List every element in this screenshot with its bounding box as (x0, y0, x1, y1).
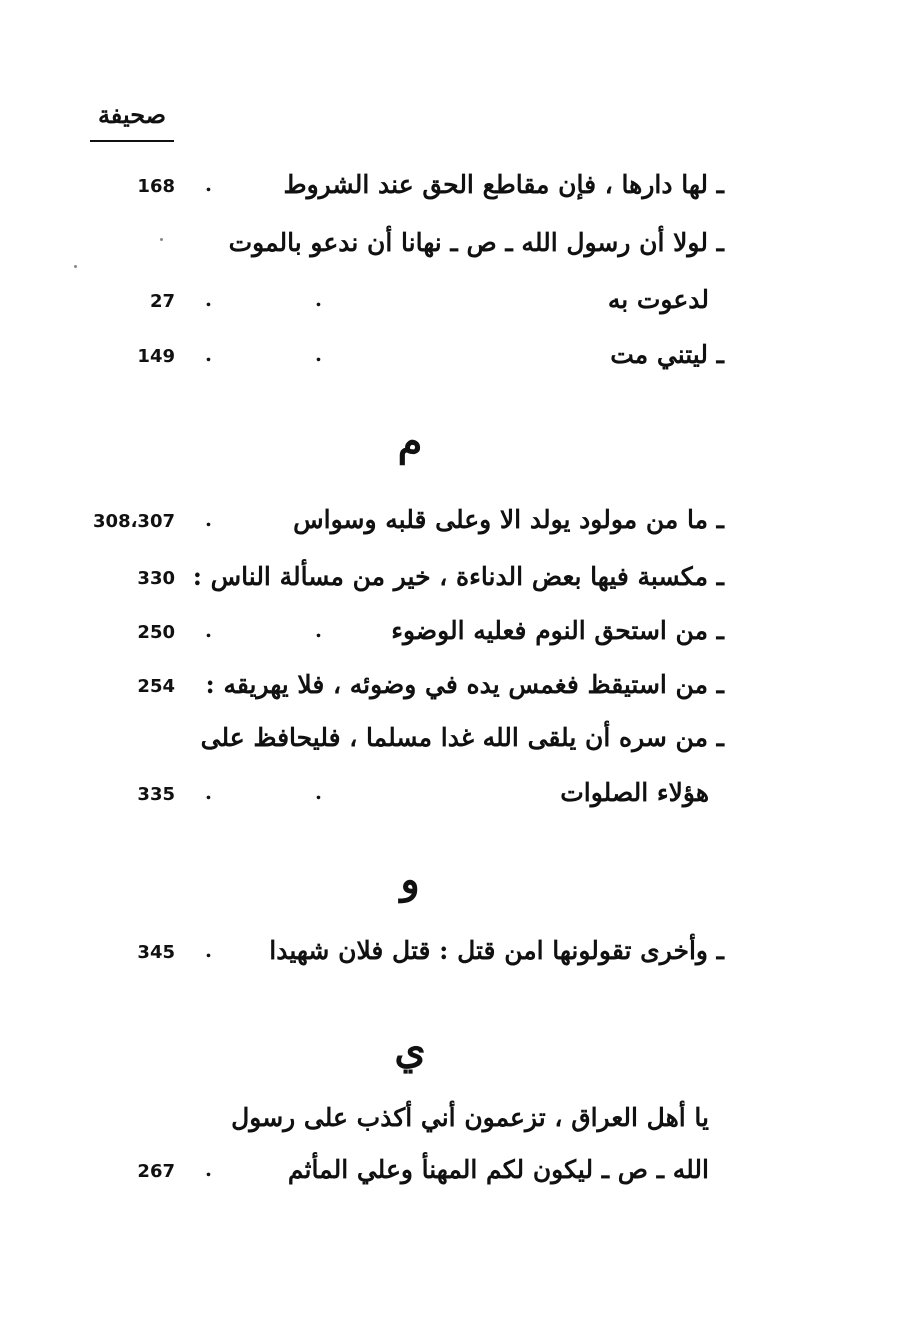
entry-text-continuation: لدعوت به (607, 285, 709, 314)
entry-text: ـ لها دارها ، فإن مقاطع الحق عند الشروط (283, 170, 724, 199)
leader-dot: . (315, 618, 322, 642)
entry-page-number: 335 (137, 784, 175, 805)
entry-text-continuation: الله ـ ص ـ ليكون لكم المهنأ وعلي المأثم (287, 1155, 709, 1184)
page-column-header: صحيفة (97, 100, 167, 129)
entry-text: ـ ليتني مت (610, 340, 724, 369)
entry-page-number: 267 (137, 1161, 175, 1182)
scan-speck (74, 265, 77, 268)
scan-speck (160, 238, 163, 241)
leader-dot: . (205, 507, 212, 531)
entry-page-number: 254 (137, 676, 175, 697)
leader-dot: . (205, 287, 212, 311)
entry-page-number: 250 (137, 622, 175, 643)
entry-text: ـ لولا أن رسول الله ـ ص ـ نهانا أن ندعو بالموت (228, 228, 724, 257)
entry-page-number: 308،307 (93, 511, 175, 532)
entry-page-number: 168 (137, 176, 175, 197)
leader-dot: . (205, 1157, 212, 1181)
entry-page-number: 27 (149, 291, 175, 312)
entry-text: ـ مكسبة فيها بعض الدناءة ، خير من مسألة الناس : (192, 562, 724, 591)
leader-dot: . (205, 618, 212, 642)
leader-dot: . (205, 172, 212, 196)
leader-dot: . (315, 342, 322, 366)
leader-dot: . (205, 342, 212, 366)
entry-page-number: 330 (137, 568, 175, 589)
entry-text: ـ من سره أن يلقى الله غدا مسلما ، فليحافظ على (200, 723, 724, 752)
entry-text: ـ ما من مولود يولد الا وعلى قلبه وسواس (293, 505, 724, 534)
entry-text: ـ من استيقظ فغمس يده في وضوئه ، فلا يهريقه : (205, 670, 724, 699)
section-letter-heading: م (397, 418, 423, 465)
entry-page-number: 149 (137, 346, 175, 367)
entry-text: يا أهل العراق ، تزعمون أني أكذب على رسول (231, 1103, 709, 1132)
leader-dot: . (315, 287, 322, 311)
entry-page-number: 345 (137, 942, 175, 963)
section-letter-heading: ي (394, 1026, 426, 1073)
entry-text: ـ وأخرى تقولونها امن قتل : قتل فلان شهيدا (269, 936, 724, 965)
leader-dot: . (315, 780, 322, 804)
section-letter-heading: و (400, 856, 420, 903)
leader-dot: . (205, 780, 212, 804)
header-underline (90, 140, 174, 142)
entry-text-continuation: هؤلاء الصلوات (560, 778, 709, 807)
entry-text: ـ من استحق النوم فعليه الوضوء (391, 616, 724, 645)
leader-dot: . (205, 938, 212, 962)
